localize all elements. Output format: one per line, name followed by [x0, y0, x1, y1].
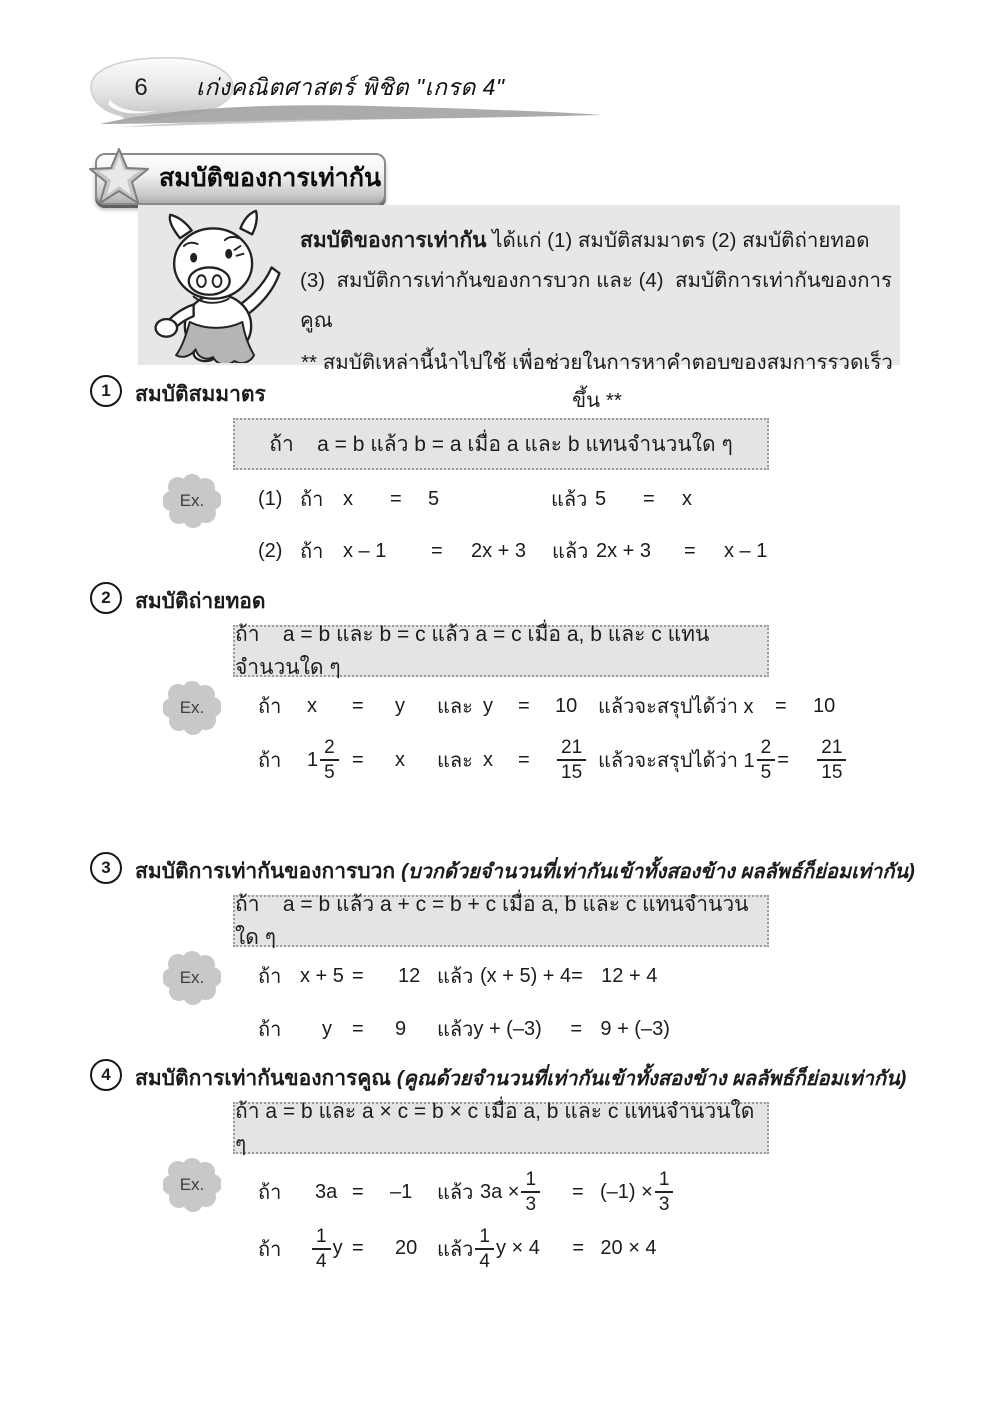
equation-token: = [352, 748, 364, 771]
equation-token: = [572, 1180, 584, 1203]
example-rows [258, 483, 958, 567]
equation-token: ถ้า [258, 966, 282, 988]
section-title: สมบัติถ่ายทอด [135, 590, 266, 613]
equation-token: y [322, 1017, 332, 1040]
pig-mascot-illustration [140, 207, 296, 363]
page-number: 6 [134, 74, 148, 101]
equation-token: แล้ว [437, 1182, 474, 1205]
equation-token: แล้ว [551, 489, 588, 511]
equation-token: y [395, 694, 405, 717]
equation-token: 9 [395, 1017, 407, 1040]
section-number-badge: 3 [90, 852, 122, 884]
equation-token: x [483, 748, 493, 771]
equation-token: = [352, 1180, 364, 1203]
equation-token: 9 + (–3) [600, 1017, 670, 1040]
example-row [258, 960, 958, 992]
equation-token: x – 1 [343, 539, 387, 562]
equation-token: ถ้า [300, 541, 324, 563]
equation-token [555, 735, 598, 786]
fraction: $\frac{2}{5}$ [757, 737, 776, 784]
equation-token: = [572, 1237, 585, 1260]
equation-token: แล้วจะสรุปได้ว่า 1 $\frac{2}{5}$ [598, 735, 777, 786]
intro-lead-bold: สมบัติของการเท่ากัน [300, 229, 487, 252]
section-number-badge: 1 [90, 375, 122, 407]
example-row [258, 1224, 958, 1275]
section-title-note: (คูณด้วยจำนวนที่เท่ากันเข้าทั้งสองข้าง ผลลัพธ์ก็ย่อมเท่ากัน) [396, 1068, 907, 1090]
equation-token: 1 $\frac{2}{5}$ [307, 735, 352, 786]
equation-token: = [431, 539, 443, 562]
fraction: $\frac{1}{4}$ [312, 1226, 331, 1273]
equation-token: 5 [428, 487, 440, 510]
equation-token: $\frac{1}{4}$ y [310, 1224, 352, 1275]
example-row [258, 735, 958, 786]
equation-token: ถ้า [258, 750, 282, 773]
equation-token: และ [437, 750, 473, 773]
fraction: $\frac{21}{15}$ [817, 737, 846, 784]
example-row [258, 1013, 958, 1045]
equation-token: (–1) × $\frac{1}{3}$ [600, 1167, 675, 1218]
equation-token: 2x + 3 [471, 539, 527, 562]
example-row [258, 535, 958, 567]
equation-token: แล้ว [437, 966, 474, 988]
rule-box: ถ้า a = b และ b = c แล้ว a = c เมื่อ a, b และ c แทนจำนวนใด ๆ [233, 625, 769, 677]
equation-token: = [352, 1237, 364, 1260]
equation-token: ถ้า [258, 1182, 282, 1205]
equation-token: = [390, 487, 402, 510]
example-rows [258, 960, 958, 1045]
example-badge [163, 681, 221, 735]
intro-line-2: (3) สมบัติการเท่ากันของการบวก และ (4) สมบัติการเท่ากันของการคูณ [300, 269, 893, 332]
section-title: สมบัติการเท่ากันของการคูณ (คูณด้วยจำนวนที่เท่ากันเข้าทั้งสองข้าง ผลลัพธ์ก็ย่อมเท่ากัน) [135, 1067, 907, 1090]
equation-token: 2x + 3 [596, 539, 652, 562]
equation-token: แล้วจะสรุปได้ว่า x [598, 696, 754, 718]
example-badge [163, 1158, 221, 1212]
equation-token: $\frac{1}{4}$ y × 4 [473, 1224, 572, 1275]
equation-token: = [643, 487, 655, 510]
fraction: $\frac{1}{3}$ [655, 1169, 674, 1216]
example-badge [163, 474, 221, 528]
example-label: Ex. [179, 491, 205, 510]
equation-token: (x + 5) + 4 [480, 964, 572, 987]
equation-token [815, 735, 848, 786]
equation-token: และ [437, 696, 473, 718]
equation-token: = [684, 539, 696, 562]
equation-token: 12 + 4 [601, 964, 658, 987]
example-rows [258, 1167, 958, 1274]
star-icon [86, 146, 152, 208]
intro-note: ** สมบัติเหล่านี้นำไปใช้ เพื่อช่วยในการหาคำตอบของสมการรวดเร็วขึ้น ** [301, 351, 893, 412]
equation-token: = [518, 748, 530, 771]
intro-text [300, 221, 894, 420]
equation-token: ถ้า [300, 489, 324, 511]
equation-token: ถ้า [258, 1238, 282, 1261]
fraction: $\frac{1}{4}$ [475, 1226, 494, 1273]
fraction: $\frac{21}{15}$ [557, 737, 586, 784]
equation-token: x [343, 487, 353, 510]
equation-token: x [307, 694, 317, 717]
equation-token: 3a [315, 1180, 338, 1203]
equation-token: 20 [395, 1237, 418, 1260]
equation-token: x + 5 [300, 964, 344, 987]
equation-token: ถ้า [258, 696, 282, 718]
equation-token: y [483, 694, 493, 717]
equation-token: ถ้า [258, 1019, 282, 1041]
intro-line-1 [300, 221, 894, 261]
equation-token: 3a × $\frac{1}{3}$ [480, 1167, 572, 1218]
equation-token: 10 [813, 694, 836, 717]
section-number-badge: 2 [90, 582, 122, 614]
equation-token: 5 [595, 487, 607, 510]
rule-box: ถ้า a = b แล้ว a + c = b + c เมื่อ a, b และ c แทนจำนวนใด ๆ [233, 895, 769, 947]
equation-token: = [352, 964, 364, 987]
equation-token: (1) [258, 487, 283, 510]
equation-token: x [682, 487, 692, 510]
equation-token: แล้ว [437, 1019, 474, 1041]
equation-token: 10 [555, 694, 578, 717]
rule-box: ถ้า a = b และ a × c = b × c เมื่อ a, b และ c แทนจำนวนใด ๆ [233, 1102, 769, 1154]
example-label: Ex. [179, 698, 205, 717]
example-label: Ex. [179, 1175, 205, 1194]
equation-token: (2) [258, 539, 283, 562]
equation-token: = [352, 694, 364, 717]
equation-token: = [571, 964, 583, 987]
section-title: สมบัติสมมาตร [135, 383, 266, 406]
example-row [258, 690, 958, 722]
fraction: $\frac{1}{3}$ [521, 1169, 540, 1216]
equation-token: 20 × 4 [600, 1237, 657, 1260]
equation-token: แล้ว [552, 541, 589, 563]
section-title: สมบัติการเท่ากันของการบวก (บวกด้วยจำนวนที่เท่ากันเข้าทั้งสองข้าง ผลลัพธ์ก็ย่อมเท่ากัน) [135, 860, 915, 883]
equation-token: = [775, 694, 787, 717]
section-title-note: (บวกด้วยจำนวนที่เท่ากันเข้าทั้งสองข้าง ผลลัพธ์ก็ย่อมเท่ากัน) [401, 861, 915, 883]
section-number-badge: 4 [90, 1059, 122, 1091]
equation-token: x – 1 [724, 539, 768, 562]
equation-token: = [352, 1017, 364, 1040]
equation-token: –1 [390, 1180, 413, 1203]
equation-token: = [777, 748, 789, 771]
equation-token: = [518, 694, 530, 717]
example-row [258, 483, 958, 515]
equation-token: 12 [398, 964, 421, 987]
equation-token: = [570, 1017, 583, 1040]
intro-box [138, 205, 900, 412]
rule-box: ถ้า a = b แล้ว b = a เมื่อ a และ b แทนจำนวนใด ๆ [233, 418, 769, 470]
equation-token: y + (–3) [473, 1017, 542, 1040]
brush-stroke-decoration [92, 100, 612, 132]
intro-lead-rest: ได้แก่ (1) สมบัติสมมาตร (2) สมบัติถ่ายทอด [486, 229, 870, 252]
equation-token: x [395, 748, 405, 771]
example-label: Ex. [179, 968, 205, 987]
example-row [258, 1167, 958, 1218]
example-badge [163, 951, 221, 1005]
banner-title: สมบัติของการเท่ากัน [159, 164, 382, 192]
example-rows [258, 690, 958, 786]
fraction: $\frac{2}{5}$ [320, 737, 339, 784]
book-title: เก่งคณิตศาสตร์ พิชิต "เกรด 4" [196, 74, 505, 100]
equation-token: แล้ว [437, 1238, 474, 1261]
